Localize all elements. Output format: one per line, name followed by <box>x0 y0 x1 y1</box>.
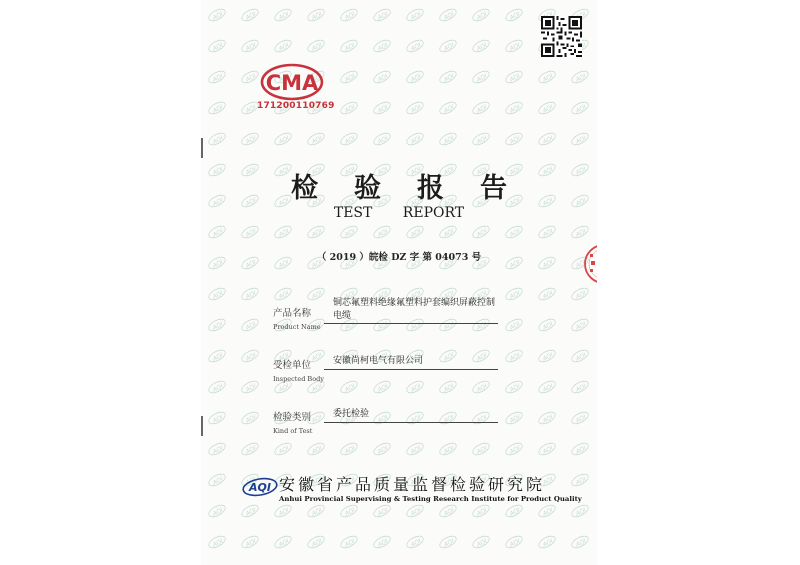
institute-name-chinese: 安徽省产品质量监督检验研究院 <box>279 475 546 494</box>
aqi-logo-text: AQI <box>249 481 271 494</box>
report-cover-page <box>201 0 597 565</box>
product-name-label-en: Product Name <box>273 323 321 331</box>
kind-of-test-underline <box>324 422 498 423</box>
aqi-logo-icon <box>242 477 278 497</box>
inspected-body-underline <box>324 369 498 370</box>
red-seal-icon <box>584 236 597 292</box>
inspected-body-label-en: Inspected Body <box>273 375 324 383</box>
product-name-value-line2: 电缆 <box>333 311 352 321</box>
cma-mark-text: CMA <box>265 71 319 95</box>
cma-certificate-number: 171200110769 <box>257 101 335 111</box>
cma-logo-icon <box>259 62 325 102</box>
product-name-value-line1: 铜芯氟塑料绝缘氟塑料护套编织屏蔽控制 <box>333 298 496 308</box>
inspected-body-label: 受检单位 <box>273 360 312 371</box>
report-title-english: TEST REPORT <box>333 205 465 221</box>
qr-code-icon <box>541 16 582 57</box>
report-number: （ 2019 ）皖检 DZ 字 第 04073 号 <box>316 252 482 263</box>
binding-mark <box>201 138 203 158</box>
institute-name-english: Anhui Provincial Supervising & Testing Research Institute for Product Quality <box>279 495 582 503</box>
kind-of-test-label-en: Kind of Test <box>273 427 313 435</box>
inspected-body-value: 安徽尚柯电气有限公司 <box>333 356 424 366</box>
product-name-underline <box>324 323 498 324</box>
kind-of-test-value: 委托检验 <box>333 409 370 419</box>
report-title-chinese: 检验报告 <box>291 173 543 204</box>
kind-of-test-label: 检验类别 <box>273 412 312 423</box>
product-name-label: 产品名称 <box>273 308 312 319</box>
binding-mark <box>201 416 203 436</box>
